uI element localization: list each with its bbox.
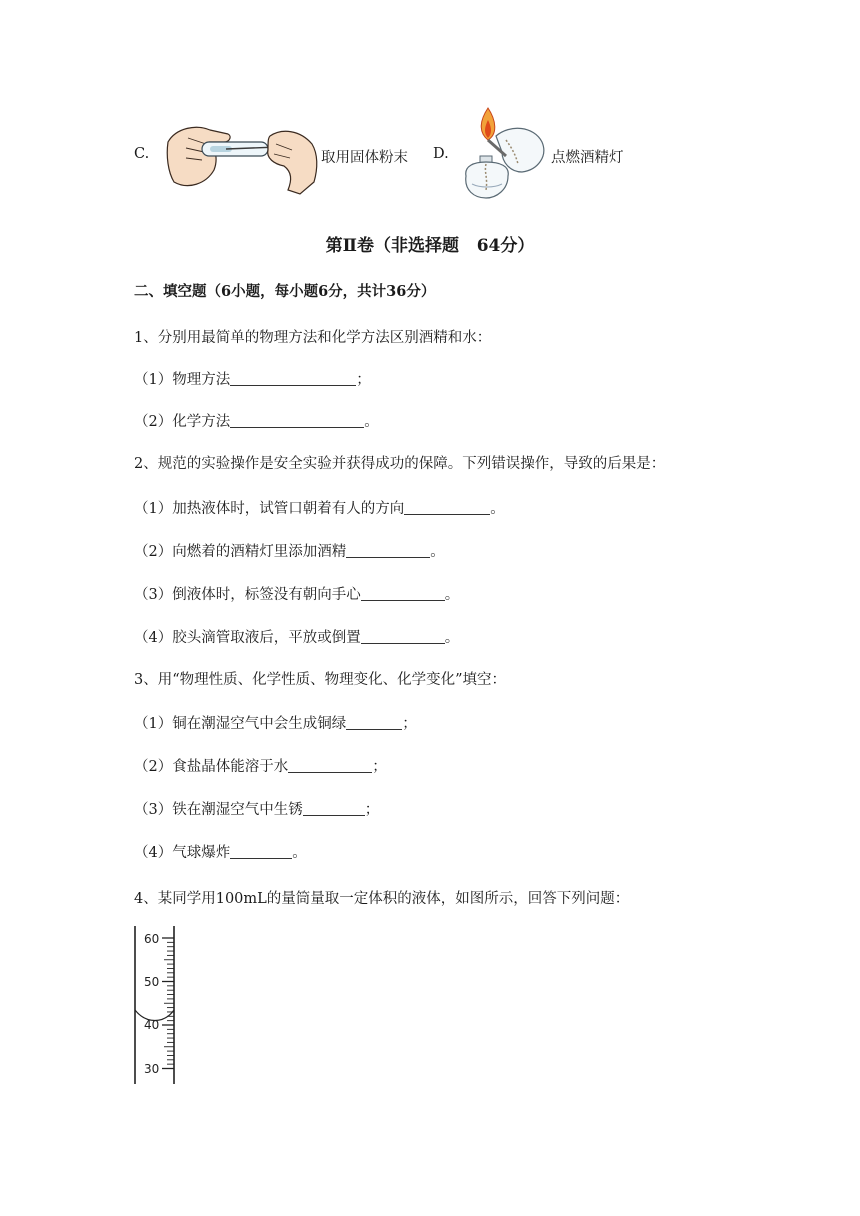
q1-item-1 — [134, 368, 371, 389]
tick-label: 50 — [144, 975, 160, 989]
q2-item-4 — [134, 626, 459, 647]
graduated-cylinder-figure — [126, 922, 186, 1088]
tick-label: 30 — [144, 1062, 160, 1076]
q1-stem: 1、分别用最简单的物理方法和化学方法区别酒精和水： — [134, 330, 492, 346]
q2-item-1-label: （1）加热液体时，试管口朝着有人的方向 — [134, 501, 405, 517]
q3-item-1-end: ； — [402, 716, 417, 732]
option-d-caption: 点燃酒精灯 — [551, 150, 624, 166]
answer-blank[interactable] — [230, 843, 292, 859]
q3-stem: 3、用“物理性质、化学性质、物理变化、化学变化”填空： — [134, 672, 507, 688]
q2-item-2-end: 。 — [430, 544, 445, 560]
q3-item-2-label: （2）食盐晶体能溶于水 — [134, 759, 289, 775]
option-c-label: C. — [134, 146, 150, 162]
q2-item-3-label: （3）倒液体时，标签没有朝向手心 — [134, 587, 361, 603]
q2-stem: 2、规范的实验操作是安全实验并获得成功的保障。下列错误操作，导致的后果是： — [134, 456, 666, 472]
q2-item-4-label: （4）胶头滴管取液后，平放或倒置 — [134, 630, 361, 646]
tick-label: 60 — [144, 932, 160, 946]
answer-blank[interactable] — [230, 412, 364, 428]
q2-item-2-label: （2）向燃着的酒精灯里添加酒精 — [134, 544, 347, 560]
answer-blank[interactable] — [404, 499, 490, 515]
q3-item-2 — [134, 755, 387, 776]
q2-item-2 — [134, 540, 445, 561]
q3-item-4-label: （4）气球爆炸 — [134, 845, 231, 861]
q3-item-1-label: （1）铜在潮湿空气中会生成铜绿 — [134, 716, 347, 732]
q3-item-4-end: 。 — [292, 845, 307, 861]
q2-item-1 — [134, 497, 505, 518]
q1-item-2 — [134, 410, 379, 431]
q1-item-2-label: （2）化学方法 — [134, 414, 231, 430]
tick-label: 40 — [144, 1018, 160, 1032]
q3-item-3 — [134, 798, 379, 819]
q3-item-2-end: ； — [372, 759, 387, 775]
answer-blank[interactable] — [346, 542, 430, 558]
q1-item-2-end: 。 — [364, 414, 379, 430]
option-d-label: D. — [433, 146, 449, 162]
answer-blank[interactable] — [303, 800, 365, 816]
answer-blank[interactable] — [346, 714, 402, 730]
answer-blank[interactable] — [230, 370, 356, 386]
q1-item-1-label: （1）物理方法 — [134, 372, 231, 388]
option-c-caption: 取用固体粉末 — [321, 150, 408, 166]
q2-item-1-end: 。 — [490, 501, 505, 517]
q3-item-3-end: ； — [364, 802, 380, 818]
answer-blank[interactable] — [288, 757, 372, 773]
section-heading: 二、填空题（6小题，每小题6分，共计36分） — [134, 283, 436, 300]
q1-item-1-end: ； — [356, 372, 371, 388]
q4-stem: 4、某同学用100mL的量筒量取一定体积的液体，如图所示，回答下列问题： — [134, 891, 630, 907]
q2-item-3-end: 。 — [444, 587, 460, 603]
q2-item-3 — [134, 583, 459, 604]
q2-item-4-end: 。 — [444, 630, 460, 646]
answer-blank[interactable] — [361, 628, 445, 644]
hands-test-tube-image — [166, 120, 320, 196]
alcohol-lamps-image — [458, 106, 550, 204]
q3-item-4 — [134, 841, 307, 862]
answer-blank[interactable] — [361, 585, 445, 601]
q3-item-3-label: （3）铁在潮湿空气中生锈 — [134, 802, 303, 818]
q3-item-1 — [134, 712, 417, 733]
section-title: 第Ⅱ卷（非选择题 64分） — [325, 236, 535, 256]
